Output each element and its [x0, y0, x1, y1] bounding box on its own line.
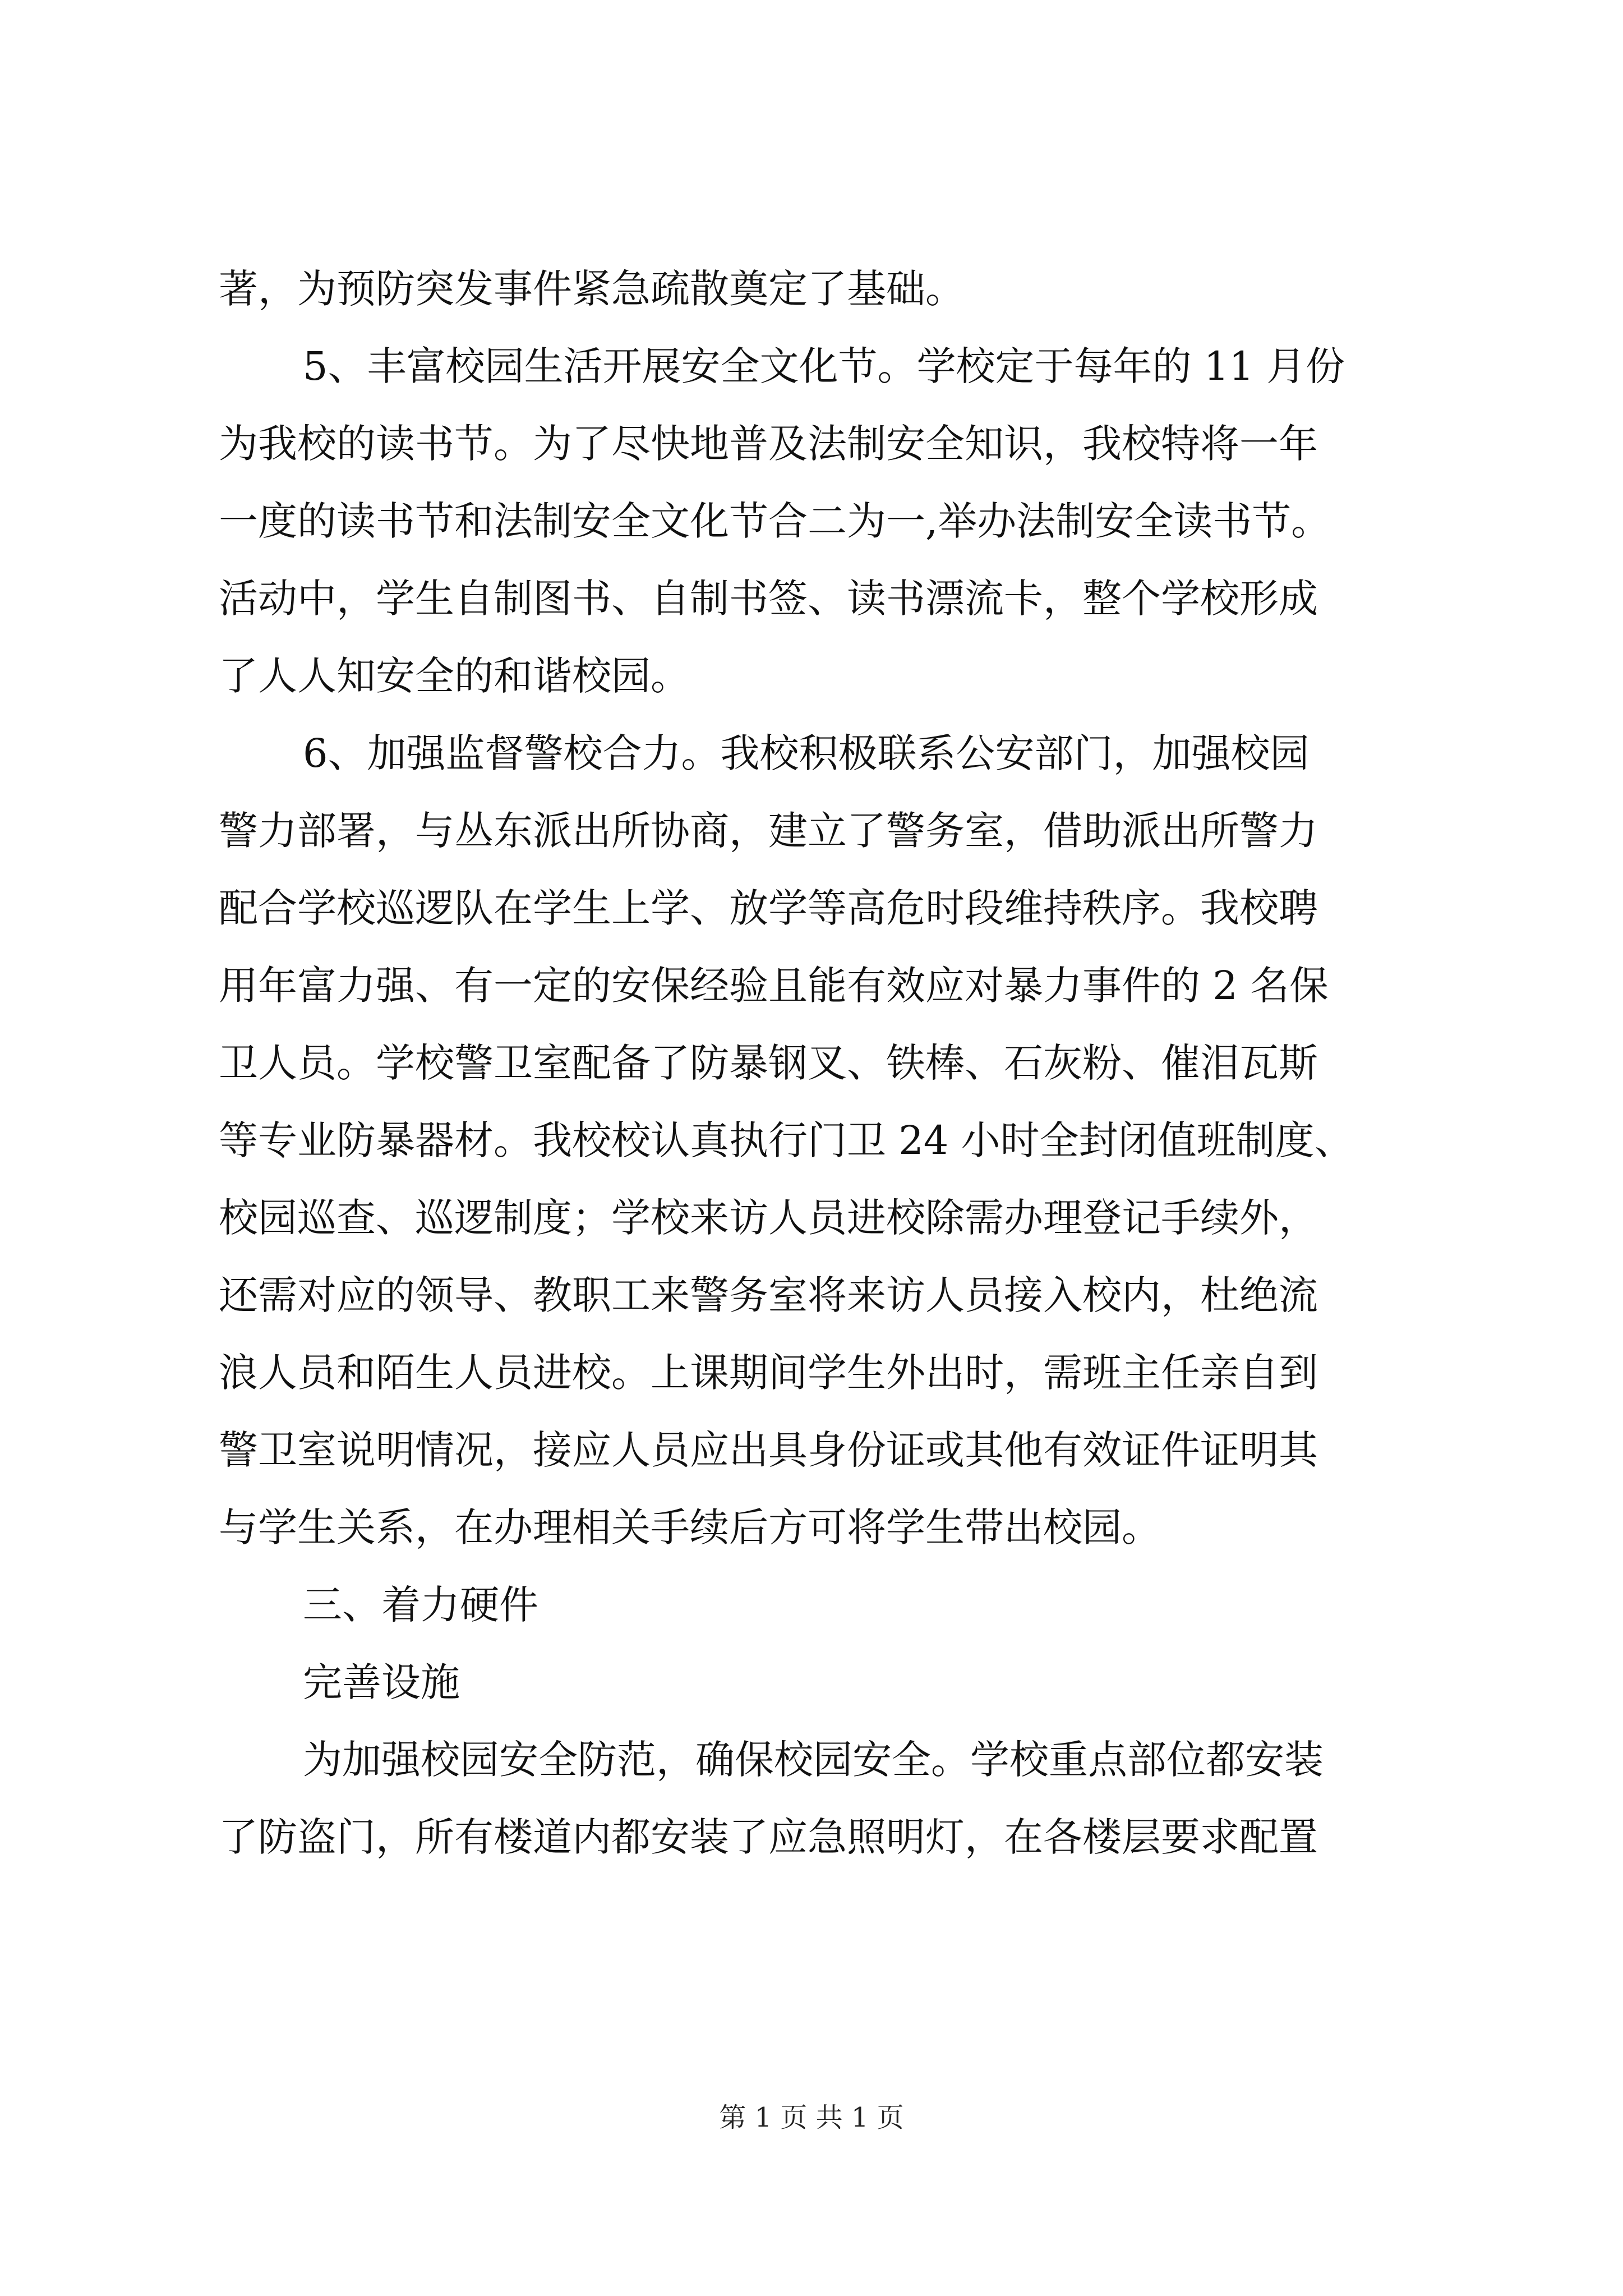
paragraph-line: 为我校的读书节。为了尽快地普及法制安全知识，我校特将一年 [219, 421, 1318, 467]
section-heading: 三、着力硬件 [303, 1582, 538, 1628]
paragraph-line: 用年富力强、有一定的安保经验且能有效应对暴力事件的 2 名保 [219, 963, 1329, 1009]
paragraph-line: 浪人员和陌生人员进校。上课期间学生外出时，需班主任亲自到 [219, 1350, 1318, 1396]
paragraph-line: 5、丰富校园生活开展安全文化节。学校定于每年的 11 月份 [303, 343, 1345, 389]
paragraph-line: 配合学校巡逻队在学生上学、放学等高危时段维持秩序。我校聘 [219, 885, 1318, 931]
section-subheading: 完善设施 [303, 1659, 460, 1705]
paragraph-line: 校园巡查、巡逻制度；学校来访人员进校除需办理登记手续外， [219, 1195, 1318, 1241]
paragraph-line: 6、加强监督警校合力。我校积极联系公安部门，加强校园 [303, 730, 1310, 776]
paragraph-line: 与学生关系，在办理相关手续后方可将学生带出校园。 [219, 1504, 1161, 1550]
paragraph-line: 还需对应的领导、教职工来警务室将来访人员接入校内，杜绝流 [219, 1272, 1318, 1318]
paragraph-line: 等专业防暴器材。我校校认真执行门卫 24 小时全封闭值班制度、 [219, 1117, 1354, 1163]
paragraph-line: 警卫室说明情况，接应人员应出具身份证或其他有效证件证明其 [219, 1427, 1318, 1473]
paragraph-line: 活动中，学生自制图书、自制书签、读书漂流卡，整个学校形成 [219, 576, 1318, 622]
paragraph-line: 了人人知安全的和谐校园。 [219, 653, 690, 699]
page-footer: 第 1 页 共 1 页 [719, 2102, 904, 2133]
paragraph-line: 警力部署，与丛东派出所协商，建立了警务室，借助派出所警力 [219, 808, 1318, 854]
paragraph-line: 为加强校园安全防范，确保校园安全。学校重点部位都安装 [303, 1737, 1324, 1783]
paragraph-line: 著，为预防突发事件紧急疏散奠定了基础。 [219, 266, 965, 312]
paragraph-line: 了防盗门，所有楼道内都安装了应急照明灯，在各楼层要求配置 [219, 1814, 1318, 1860]
paragraph-line: 卫人员。学校警卫室配备了防暴钢叉、铁棒、石灰粉、催泪瓦斯 [219, 1040, 1318, 1086]
paragraph-line: 一度的读书节和法制安全文化节合二为一,举办法制安全读书节。 [219, 498, 1331, 544]
